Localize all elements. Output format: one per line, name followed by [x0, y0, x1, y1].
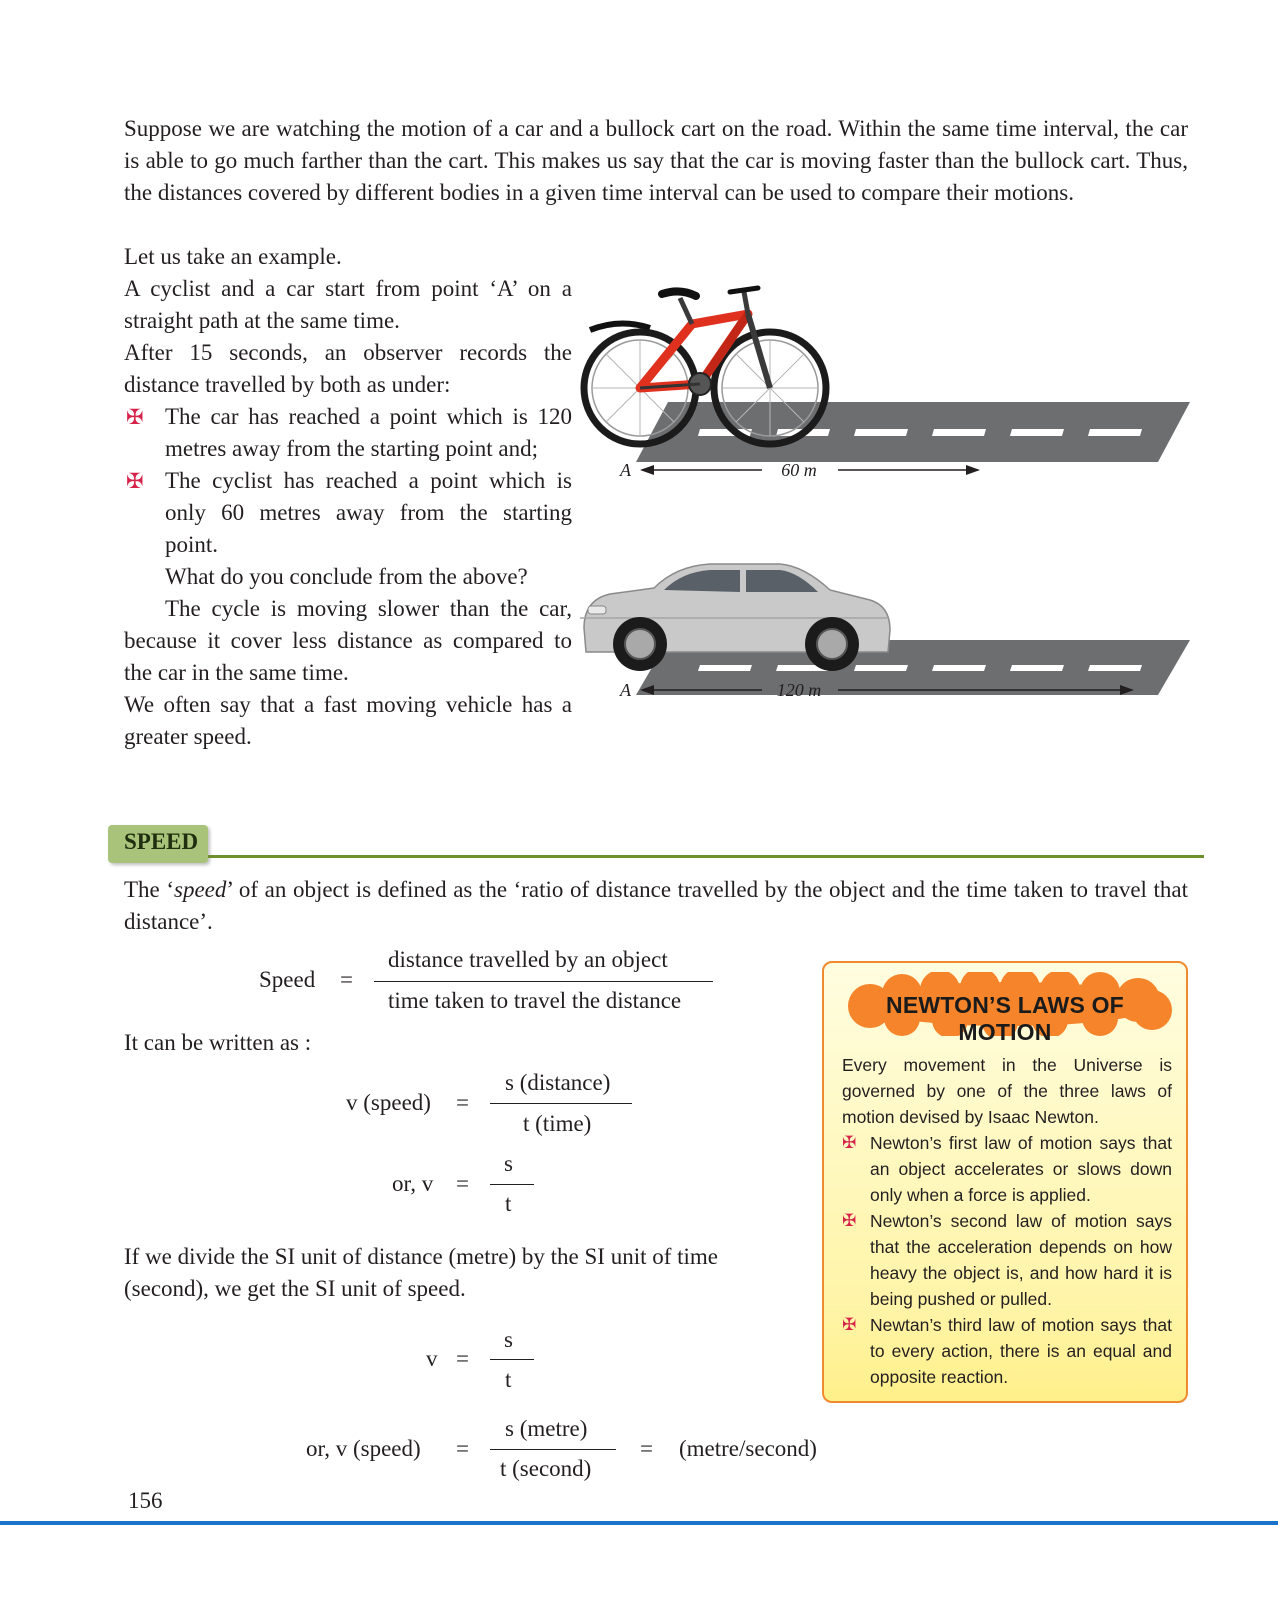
formula3-fraction-bar [490, 1184, 534, 1185]
newton-law-2 [842, 1208, 1172, 1312]
newton-law-1 [842, 1130, 1172, 1208]
formula5-fraction-bar [490, 1449, 616, 1450]
bullet-cyclist-text: The cyclist has reached a point which is only 60 metres away from the starting point. [165, 468, 572, 557]
cross-bullet-icon: ✠ [126, 405, 144, 429]
car-point-label: A [620, 680, 631, 700]
formula5-eq: = [456, 1436, 469, 1461]
speed-heading: SPEED [124, 829, 199, 854]
newton-law-3 [842, 1312, 1172, 1390]
bicycle-point-label: A [620, 460, 631, 480]
speed-definition [124, 874, 1188, 938]
newton-law-1-text: Newton’s first law of motion says that an object accelerates or slows down only when a force is applied. [870, 1133, 1172, 1205]
car-figure [580, 560, 1200, 730]
formula3-denominator: t [505, 1191, 512, 1216]
cross-bullet-icon: ✠ [842, 1211, 857, 1230]
formula1-fraction-bar [374, 981, 713, 982]
formula4-fraction-bar [490, 1359, 534, 1360]
definition-term: speed [174, 877, 227, 902]
closing-text: We often say that a fast moving vehicle has a greater speed. [124, 692, 572, 749]
formula4-denominator: t [505, 1367, 512, 1392]
newton-box-title: NEWTON’S LAWS OF MOTION [886, 992, 1124, 1045]
formula4-numerator: s [504, 1327, 513, 1352]
bullet-car [124, 401, 572, 465]
formula2-lhs: v (speed) [346, 1090, 431, 1115]
formula1-numerator: distance travelled by an object [388, 947, 668, 972]
formula3-numerator: s [504, 1151, 513, 1176]
formula2-fraction-bar [490, 1103, 632, 1104]
formula2-numerator: s (distance) [505, 1070, 611, 1095]
formula5-result: (metre/second) [679, 1436, 817, 1461]
formula1-denominator: time taken to travel the distance [388, 988, 682, 1013]
formula4-eq: = [456, 1346, 469, 1371]
formula5-lhs: or, v (speed) [306, 1436, 421, 1461]
cross-bullet-icon: ✠ [842, 1133, 857, 1152]
formula5-numerator: s (metre) [505, 1416, 588, 1441]
formula3-eq: = [456, 1171, 469, 1196]
bullet-cyclist [124, 465, 572, 561]
definition-pre: The ‘ [124, 877, 174, 902]
answer-text: The cycle is moving slower than the car, because it cover less distance as compared to the car in the same time. [124, 596, 572, 685]
formula1-eq: = [340, 967, 353, 992]
car-distance-label: 120 m [776, 680, 822, 700]
si-unit-text: If we divide the SI unit of distance (metre) by the SI unit of time (second), we get the SI unit of speed. [124, 1244, 719, 1301]
bullet-car-text: The car has reached a point which is 120 metres away from the starting point and; [165, 404, 572, 461]
question-text: What do you conclude from the above? [165, 564, 528, 589]
footer-rule [0, 1521, 1278, 1525]
newton-intro: Every movement in the Universe is governed by one of the three laws of motion devised by Isaac Newton. [842, 1055, 1172, 1127]
newton-law-2-text: Newton’s second law of motion says that the acceleration depends on how heavy the object is, and how hard it is being pushed or pulled. [870, 1211, 1172, 1309]
example-column [124, 241, 572, 753]
formula2-denominator: t (time) [523, 1111, 592, 1136]
formula4-lhs: v [426, 1346, 438, 1371]
formula5-eq2: = [640, 1436, 653, 1461]
newton-law-3-text: Newtan’s third law of motion says that to every action, there is an equal and opposite reaction. [870, 1315, 1172, 1387]
formula1-lhs: Speed [259, 967, 316, 992]
formula2-eq: = [456, 1090, 469, 1115]
page-number: 156 [128, 1488, 163, 1513]
example-line-3: After 15 seconds, an observer records the distance travelled by both as under: [124, 340, 572, 397]
definition-post: ’ of an object is defined as the ‘ratio of distance travelled by the object and the time taken to travel that distance’. [124, 877, 1188, 934]
written-as-text: It can be written as : [124, 1030, 312, 1055]
cross-bullet-icon: ✠ [842, 1315, 857, 1334]
formula3-lhs: or, v [392, 1171, 434, 1196]
cross-bullet-icon: ✠ [126, 469, 144, 493]
speed-heading-rule [208, 855, 1204, 858]
formula5-denominator: t (second) [500, 1456, 592, 1481]
example-line-1: Let us take an example. [124, 244, 342, 269]
intro-paragraph: Suppose we are watching the motion of a car and a bullock cart on the road. Within the same time interval, the car is able to go much farther than the cart. This makes us say that the car is moving faster than the bullock cart. Thus, the distances covered by different bodies in a given time interval can be used to compare their motions. [124, 116, 1188, 205]
bicycle-distance-label: 60 m [781, 460, 817, 480]
newton-box-text [842, 1052, 1172, 1390]
bicycle-figure [580, 284, 1200, 494]
example-line-2: A cyclist and a car start from point ‘A’ on a straight path at the same time. [124, 276, 572, 333]
